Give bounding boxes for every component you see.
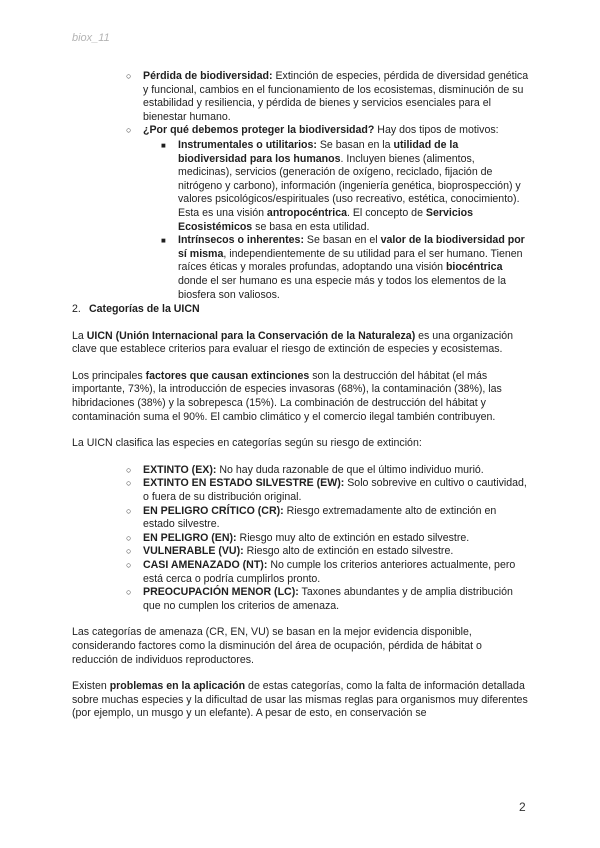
motive-instrumental: ■ Instrumentales o utilitarios: Se basan en la utilidad de la biodiversidad para los humanos. Incluyen bienes (alimentos, medicinas), servicios (generación de oxígeno, reciclado, fijación de nitrógeno y carbono), información (ingeniería genética, bioprospección) y valores psicológicos/espirituales (uso recreativo, estética, conocimiento). Esta es una visión antropocéntrica. El concepto de Servicios Ecosistémicos se basa en esta utilidad. (178, 139, 530, 234)
section-number: 2. (72, 303, 81, 316)
paragraph-threat-categories: Las categorías de amenaza (CR, EN, VU) se basan en la mejor evidencia disponible, considerando factores como la disminución del área de ocupación, pérdida de hábitat o reducción de individuos reproductores. (72, 626, 482, 666)
category-en: ○ EN PELIGRO (EN): Riesgo muy alto de extinción en estado silvestre. (143, 532, 530, 546)
category-ex: ○ EXTINTO (EX): No hay duda razonable de que el último individuo murió. (143, 464, 530, 478)
list-item-biodiversity-loss: ○ Pérdida de biodiversidad: Extinción de especies, pérdida de diversidad genética y funcional, cambios en el funcionamiento de los ecosistemas, disminución de su estabilidad y resiliencia, y pérdida de bienes y servicios esenciales para el bienestar humano. (143, 70, 530, 124)
paragraph-problems: Existen problemas en la aplicación de estas categorías, como la falta de información detallada sobre muchas especies y la dificultad de usar las mismas reglas para organismos muy diferentes (por ejemplo, un musgo y un elefante). A pesar de esto, en conservación se (72, 680, 528, 720)
categories-list (72, 464, 530, 614)
motives-list (143, 139, 530, 302)
list-item-why-protect: ○ ¿Por qué debemos proteger la biodiversidad? Hay dos tipos de motivos: ■ Instrumentales o utilitarios: Se basan en la utilidad de la biodiversidad para los humanos. Incluyen bienes (alimentos, medicinas), servicios (generación de oxígeno, reciclado, fijación de nitrógeno y carbono), información (ingeniería genética, bioprospección) y valores psicológicos/espirituales (uso recreativo, estética, conocimiento). Esta es una visión antropocéntrica. El concepto de Servicios Ecosistémicos se basa en esta utilidad. ■ Intrínsecos o inherentes: Se basan en el valor de la biodiversidad por sí misma, independientemente de su utilidad para el ser humano. Tienen raíces éticas y morales profundas, adoptando una visión biocéntrica donde el ser humano es una especie más y todos los elementos de la biosfera son valiosos. (143, 124, 530, 302)
document-header: biox_11 (72, 32, 110, 44)
page-number: 2 (519, 800, 526, 814)
category-lc: ○ PREOCUPACIÓN MENOR (LC): Taxones abundantes y de amplia distribución que no cumplen los criterios de amenaza. (143, 586, 530, 613)
paragraph-classification: La UICN clasifica las especies en categorías según su riesgo de extinción: (72, 437, 422, 450)
section-heading (72, 303, 530, 317)
section-title: Categorías de la UICN (89, 303, 200, 316)
paragraph-factors: Los principales factores que causan extinciones son la destrucción del hábitat (el más importante, 73%), la introducción de especies invasoras (68%), la contaminación (38%), las hibridaciones (38%) y la sobrepesca (15%). La combinación de destrucción del hábitat y contaminación suma el 90%. El cambio climático y el comercio ilegal también contribuyen. (72, 369, 502, 423)
category-vu: ○ VULNERABLE (VU): Riesgo alto de extinción en estado silvestre. (143, 545, 530, 559)
intro-list (72, 70, 530, 302)
category-cr: ○ EN PELIGRO CRÍTICO (CR): Riesgo extremadamente alto de extinción en estado silvestre. (143, 505, 530, 532)
paragraph-uicn: La UICN (Unión Internacional para la Conservación de la Naturaleza) es una organización clave que establece criterios para evaluar el riesgo de extinción de especies y ecosistemas. (72, 329, 513, 356)
category-nt: ○ CASI AMENAZADO (NT): No cumple los criterios anteriores actualmente, pero está cerca o podría cumplirlos pronto. (143, 559, 530, 586)
category-ew: ○ EXTINTO EN ESTADO SILVESTRE (EW): Solo sobrevive en cultivo o cautividad, o fuera de su distribución original. (143, 477, 530, 504)
document-body (72, 70, 530, 721)
motive-intrinsic: ■ Intrínsecos o inherentes: Se basan en el valor de la biodiversidad por sí misma, independientemente de su utilidad para el ser humano. Tienen raíces éticas y morales profundas, adoptando una visión biocéntrica donde el ser humano es una especie más y todos los elementos de la biosfera son valiosos. (178, 234, 530, 302)
